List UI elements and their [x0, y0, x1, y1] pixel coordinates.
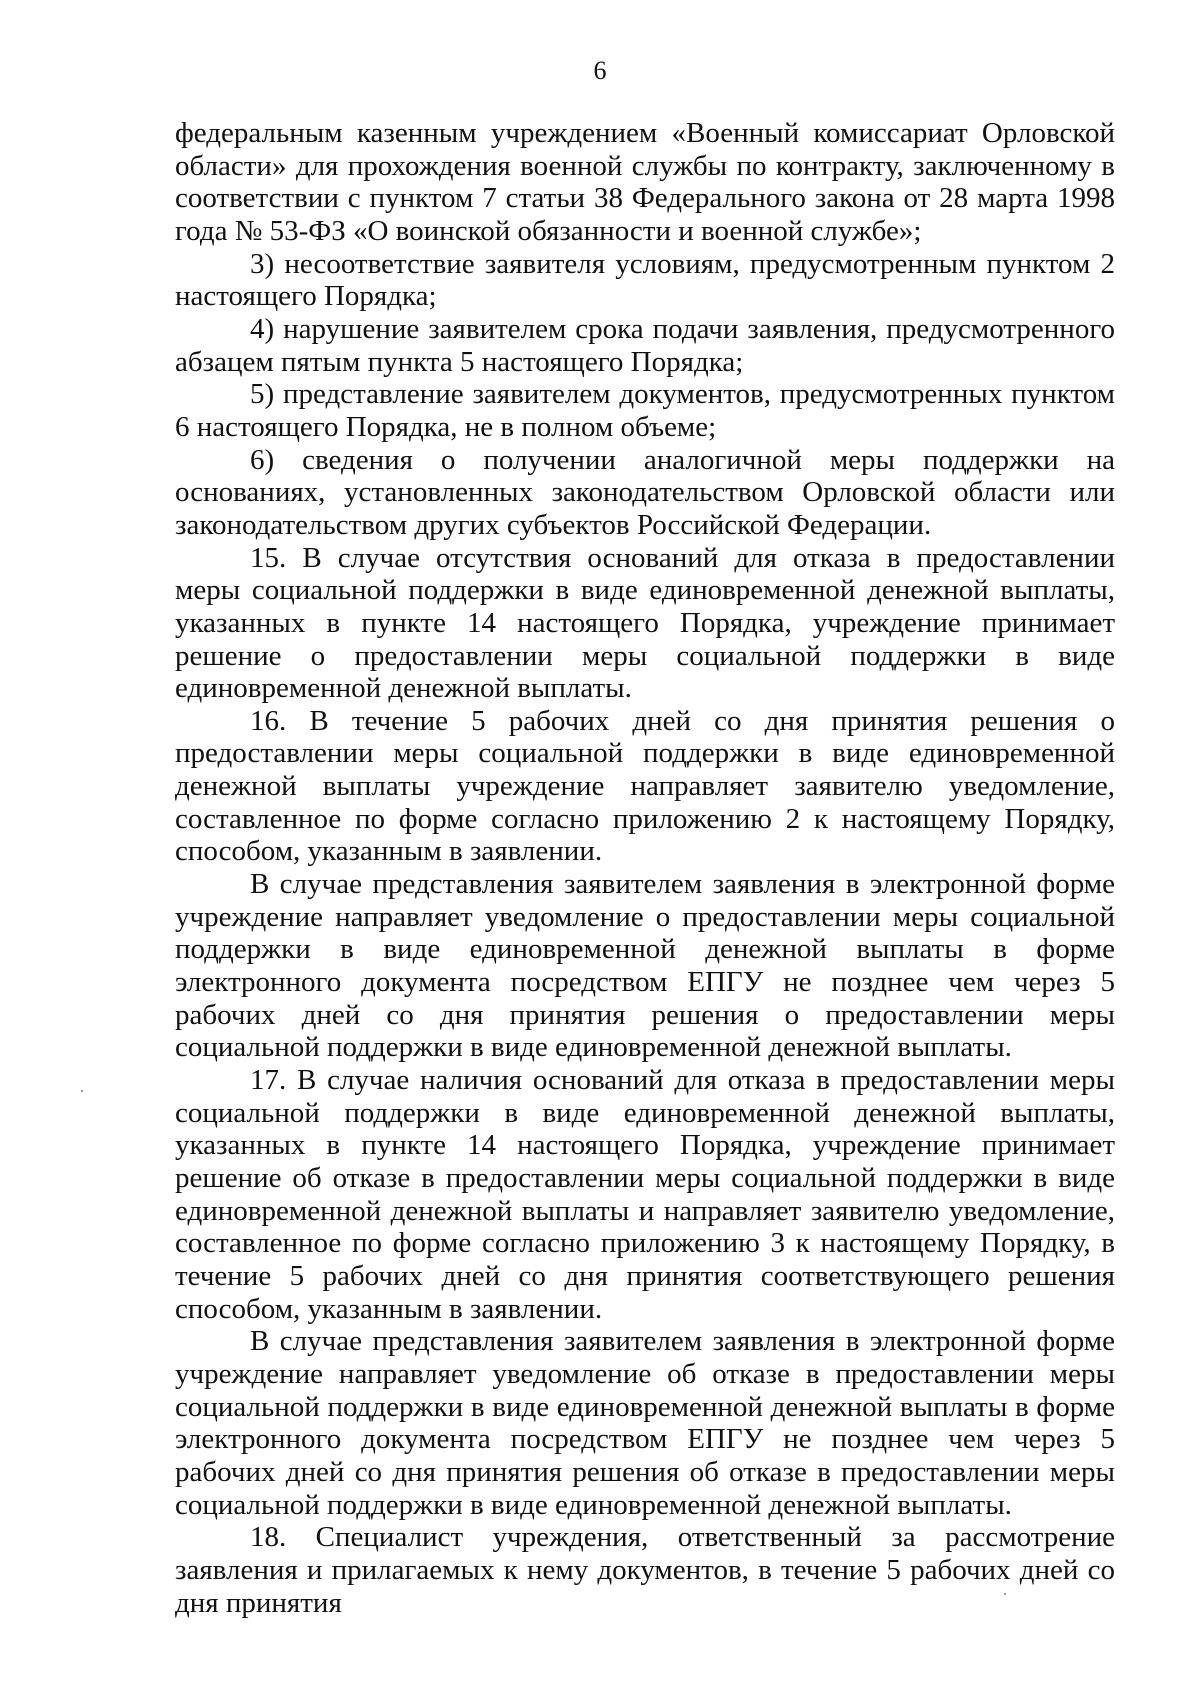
- scan-speck: [81, 1090, 83, 1092]
- paragraph-item-3: 3) несоответствие заявителя условиям, предусмотренным пунктом 2 настоящего Порядка;: [175, 247, 1115, 313]
- paragraph-item-5: 5) представление заявителем документов, предусмотренных пунктом 6 настоящего Порядка, не в полном объеме;: [175, 378, 1115, 443]
- paragraph-item-6: 6) сведения о получении аналогичной меры поддержки на основаниях, установленных законодательством Орловской области или законодательством других субъектов Российской Федерации.: [175, 443, 1115, 541]
- paragraph-item-4: 4) нарушение заявителем срока подачи заявления, предусмотренного абзацем пятым пункта 5 настоящего Порядка;: [175, 312, 1115, 378]
- paragraph-continuation: федеральным казенным учреждением «Военный комиссариат Орловской области» для прохождения военной службы по контракту, заключенному в соответствии с пунктом 7 статьи 38 Федерального закона от 28 марта 1998 года № 53-ФЗ «О воинской обязанности и военной службе»;: [175, 117, 1115, 247]
- paragraph-clause-17: 17. В случае наличия оснований для отказа в предоставлении меры социальной поддержки в виде единовременной денежной выплаты, указанных в пункте 14 настоящего Порядка, учреждение принимает решение об отказе в предоставлении меры социальной поддержки в виде единовременной денежной выплаты и направляет заявителю уведомление, составленное по форме согласно приложению 3 к настоящему Порядку, в течение 5 рабочих дней со дня принятия соответствующего решения способом, указанным в заявлении.: [175, 1064, 1115, 1325]
- paragraph-clause-16-electronic: В случае представления заявителем заявления в электронной форме учреждение направляет уведомление о предоставлении меры социальной поддержки в виде единовременной денежной выплаты в форме электронного документа посредством ЕПГУ не позднее чем через 5 рабочих дней со дня принятия решения о предоставлении меры социальной поддержки в виде единовременной денежной выплаты.: [175, 868, 1115, 1064]
- document-body: [175, 117, 1115, 1619]
- paragraph-clause-18: 18. Специалист учреждения, ответственный за рассмотрение заявления и прилагаемых к нему документов, в течение 5 рабочих дней со дня принятия: [175, 1521, 1115, 1619]
- page-number: 6: [593, 56, 607, 85]
- paragraph-clause-16: 16. В течение 5 рабочих дней со дня принятия решения о предоставлении меры социальной поддержки в виде единовременной денежной выплаты учреждение направляет заявителю уведомление, составленное по форме согласно приложению 2 к настоящему Порядку, способом, указанным в заявлении.: [175, 704, 1115, 868]
- paragraph-clause-15: 15. В случае отсутствия оснований для отказа в предоставлении меры социальной поддержки в виде единовременной денежной выплаты, указанных в пункте 14 настоящего Порядка, учреждение принимает решение о предоставлении меры социальной поддержки в виде единовременной денежной выплаты.: [175, 541, 1115, 705]
- paragraph-clause-17-electronic: В случае представления заявителем заявления в электронной форме учреждение направляет уведомление об отказе в предоставлении меры социальной поддержки в виде единовременной денежной выплаты в форме электронного документа посредством ЕПГУ не позднее чем через 5 рабочих дней со дня принятия решения об отказе в предоставлении меры социальной поддержки в виде единовременной денежной выплаты.: [175, 1325, 1115, 1521]
- scan-speck: [1004, 1593, 1006, 1595]
